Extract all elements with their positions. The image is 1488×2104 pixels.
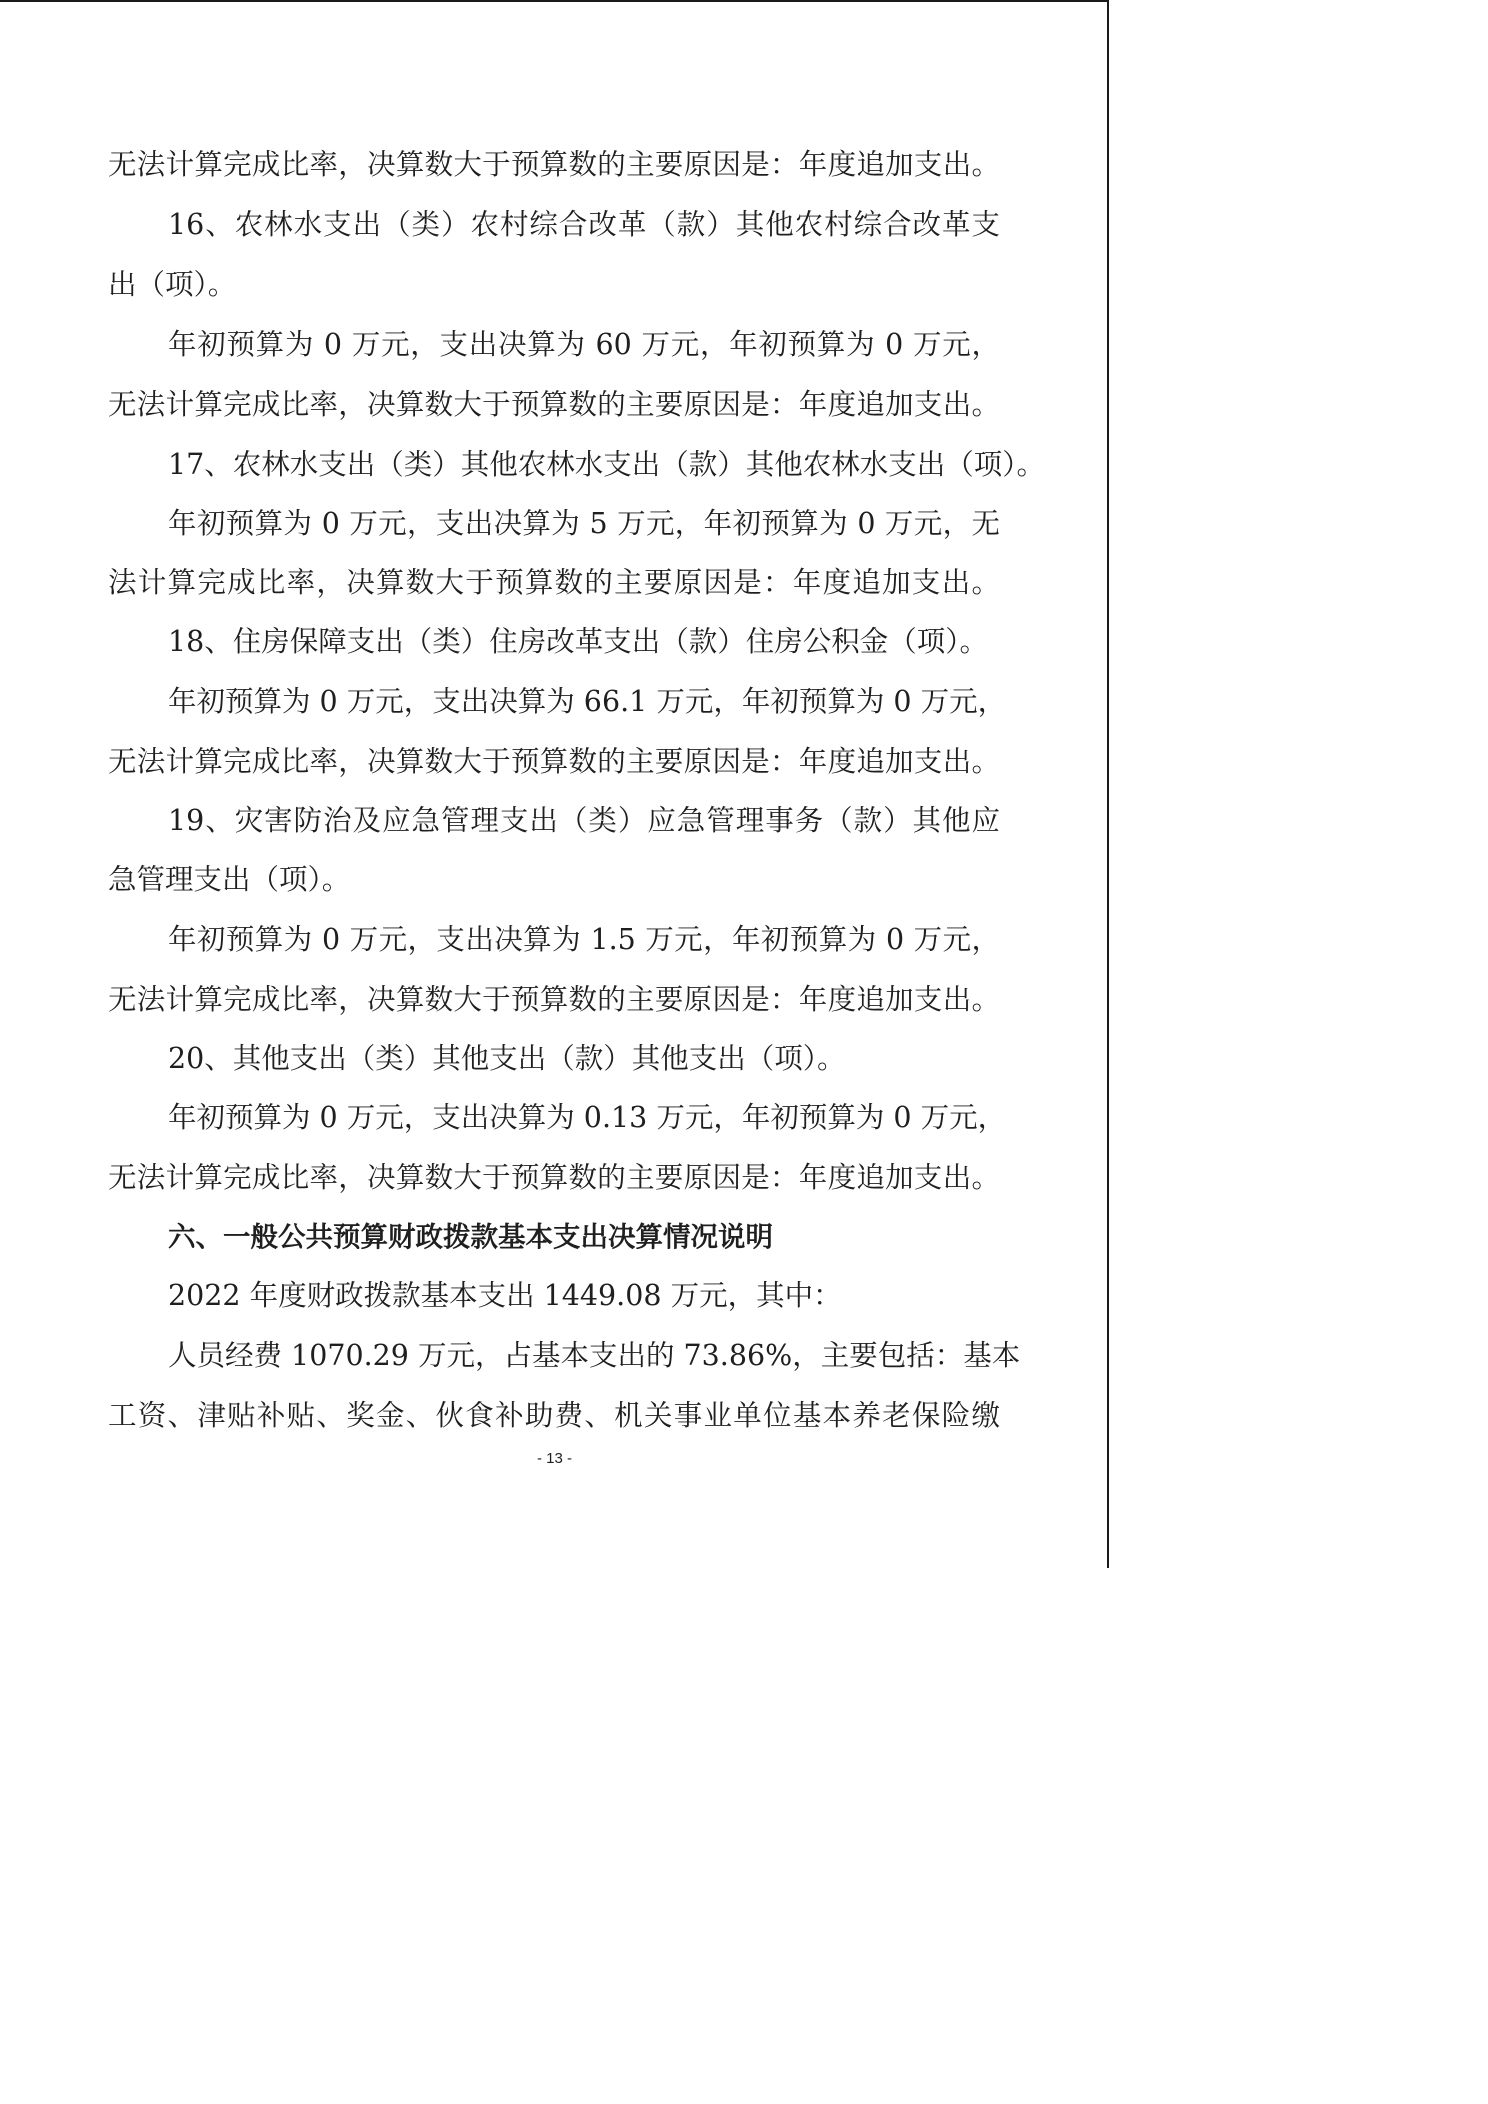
body-text-line: 工资、津贴补贴、奖金、伙食补助费、机关事业单位基本养老保险缴 [108,1399,1000,1432]
body-text-line: 20、其他支出（类）其他支出（款）其他支出（项）。 [168,1042,846,1075]
body-text-line: 无法计算完成比率，决算数大于预算数的主要原因是：年度追加支出。 [108,983,1000,1016]
body-text-line: 2022 年度财政拨款基本支出 1449.08 万元，其中： [168,1279,842,1312]
body-text-line: 年初预算为 0 万元，支出决算为 5 万元，年初预算为 0 万元，无 [168,507,1000,540]
page-border-top [0,0,1109,2]
body-text-line: 17、农林水支出（类）其他农林水支出（款）其他农林水支出（项）。 [168,448,1046,481]
body-text-line: 无法计算完成比率，决算数大于预算数的主要原因是：年度追加支出。 [108,1161,1000,1194]
body-text-line: 年初预算为 0 万元，支出决算为 0.13 万元，年初预算为 0 万元， [168,1101,1007,1134]
body-text-line: 18、住房保障支出（类）住房改革支出（款）住房公积金（项）。 [168,625,989,658]
body-text-line: 人员经费 1070.29 万元，占基本支出的 73.86%，主要包括：基本 [168,1339,1021,1372]
section-heading: 六、一般公共预算财政拨款基本支出决算情况说明 [168,1221,773,1253]
page-border-right [1107,0,1109,1568]
body-text-line: 无法计算完成比率，决算数大于预算数的主要原因是：年度追加支出。 [108,745,1000,778]
body-text-line: 无法计算完成比率，决算数大于预算数的主要原因是：年度追加支出。 [108,388,1000,421]
body-text-line: 年初预算为 0 万元，支出决算为 60 万元，年初预算为 0 万元， [168,328,1000,361]
body-text-line: 出（项）。 [108,268,237,301]
page-number: - 13 - [536,1450,572,1467]
body-text-line: 16、农林水支出（类）农村综合改革（款）其他农村综合改革支 [168,208,1000,241]
body-text-line: 法计算完成比率，决算数大于预算数的主要原因是：年度追加支出。 [108,566,1000,599]
body-text-line: 急管理支出（项）。 [108,863,351,896]
body-text-line: 年初预算为 0 万元，支出决算为 66.1 万元，年初预算为 0 万元， [168,685,1007,718]
body-text-line: 19、灾害防治及应急管理支出（类）应急管理事务（款）其他应 [168,804,1000,837]
body-text-line: 年初预算为 0 万元，支出决算为 1.5 万元，年初预算为 0 万元， [168,923,1000,956]
body-text-line: 无法计算完成比率，决算数大于预算数的主要原因是：年度追加支出。 [108,148,1000,181]
